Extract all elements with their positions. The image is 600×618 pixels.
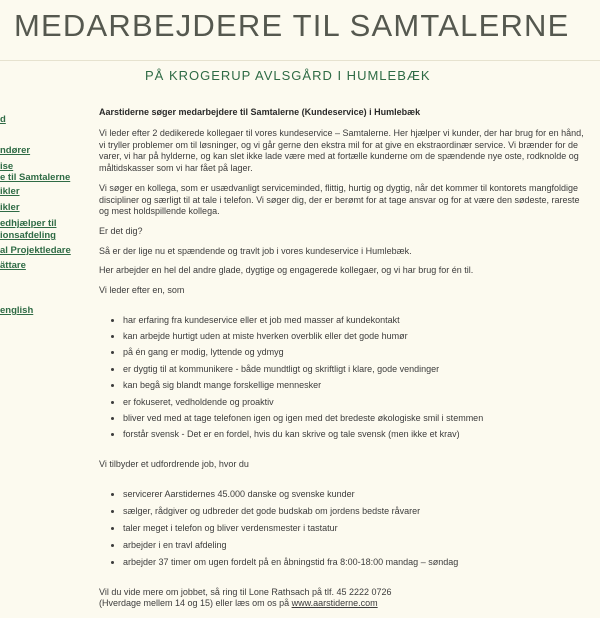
contact-hours: (Hverdage mellem 14 og 15) eller læs om os på [99, 598, 292, 609]
list-item: • er fokuseret, vedholdende og proaktiv [123, 397, 591, 409]
list-item: • er dygtig til at kommunikere - både mundtligt og skriftligt i klare, gode vendinger [123, 364, 591, 376]
colleagues-paragraph: Her arbejder en hel del andre glade, dygtige og engagerede kollegaer, og vi har brug for én til. [99, 265, 474, 276]
header-divider [0, 60, 600, 61]
list-item: • kan begå sig blandt mange forskellige mennesker [123, 380, 591, 392]
list-item: • arbejder i en travl afdeling [123, 540, 591, 552]
seeking-paragraph: Vi søger en kollega, som er usædvanligt serviceminded, flittig, hurtig og dygtig, når det kommer til kontorets mangfoldige discipliner og særligt til at tale i telefon. Vi søger dig, der er berømt for at tage ansvar og for at være den sødeste, rareste og mest holdspillende kollega. [99, 182, 580, 217]
job-headline: Aarstiderne søger medarbejdere til Samtalerne (Kundeservice) i Humlebæk [99, 107, 421, 117]
job-posting [99, 107, 591, 618]
sidebar-item-studentermedhjaelper-cont[interactable]: ionsafdeling [0, 230, 56, 241]
list-item: • bliver ved med at tage telefonen igen og igen med det bredeste økologiske smil i stemmen [123, 413, 591, 425]
contact-line: Vil du vide mere om jobbet, så ring til Lone Rathsach på tlf. 45 2222 0726 [99, 586, 392, 597]
sidebar-item-english[interactable]: english [0, 305, 34, 316]
list-item: • på én gang er modig, lyttende og ydmyg [123, 347, 591, 359]
intro-paragraph: Vi leder efter 2 dedikerede kollegaer til vores kundeservice – Samtalerne. Her hjælper vi kunder, der har brug for en hånd, vi tryller problemer om til løsninger, og vi går gerne den ekstra mil for at give en ekstraordinær service. Vi brænder for de varer, vi har på hylderne, og kan slet ikke lade være med at fortælle kunderne om de spændende nye oste, rodknolde og måltidskasser som vi har fået på lager. [99, 127, 584, 174]
requirements-intro: Vi leder efter en, som [99, 284, 185, 295]
sidebar-item-studentermedhjaelper[interactable]: edhjælper til [0, 218, 57, 229]
list-item: • har erfaring fra kundeservice eller et job med masser af kundekontakt [123, 315, 591, 327]
sidebar-item-samtalerne[interactable]: e til Samtalerne [0, 172, 71, 183]
sidebar-item-skribent[interactable]: ättare [0, 260, 26, 271]
sidebar-item-pakker[interactable]: ikler [0, 202, 20, 213]
site-title: MEDARBEJDERE TIL SAMTALERNE [14, 8, 570, 43]
list-item: • taler meget i telefon og bliver verdensmester i tastatur [123, 523, 591, 535]
website-link[interactable]: www.aarstiderne.com [291, 598, 378, 609]
sidebar-item-home[interactable]: d [0, 114, 6, 125]
sidebar-item-kokke[interactable]: ise [0, 161, 14, 172]
job-paragraph: Så er der lige nu et spændende og travlt job i vores kundeservice i Humlebæk. [99, 245, 412, 256]
sidebar-item-leverandorer[interactable]: ndører [0, 145, 31, 156]
page-subtitle: PÅ KROGERUP AVLSGÅRD I HUMLEBÆK [145, 68, 431, 83]
question-paragraph: Er det dig? [99, 225, 143, 236]
contact-paragraph [99, 587, 591, 611]
offer-list [99, 489, 591, 569]
list-item: • forstår svensk - Det er en fordel, hvis du kan skrive og tale svensk (men ikke et krav) [123, 429, 591, 441]
requirements-list [99, 315, 591, 442]
list-item: • sælger, rådgiver og udbreder det gode budskab om jordens bedste råvarer [123, 506, 591, 518]
sidebar-item-chauffoer[interactable]: ikler [0, 186, 20, 197]
list-item: • servicerer Aarstidernes 45.000 danske og svenske kunder [123, 489, 591, 501]
offer-intro: Vi tilbyder et udfordrende job, hvor du [99, 459, 249, 470]
list-item: • kan arbejde hurtigt uden at miste hverken overblik eller det gode humør [123, 331, 591, 343]
sidebar-item-projektledare[interactable]: al Projektledare [0, 245, 71, 256]
list-item: • arbejder 37 timer om ugen fordelt på en åbningstid fra 8:00-18:00 mandag – søndag [123, 557, 591, 569]
